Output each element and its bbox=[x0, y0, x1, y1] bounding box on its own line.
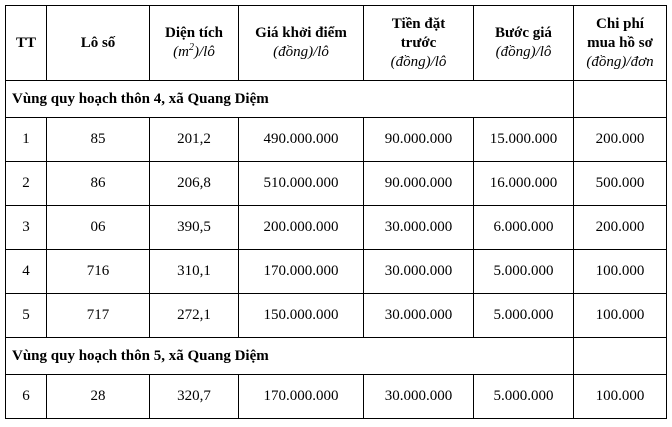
cell-document-fee: 200.000 bbox=[574, 206, 667, 250]
header-row bbox=[6, 6, 667, 81]
header-lot: Lô số bbox=[47, 6, 150, 81]
cell-area: 320,7 bbox=[150, 375, 239, 419]
cell-document-fee: 100.000 bbox=[574, 294, 667, 338]
table-row bbox=[6, 206, 667, 250]
header-fee-title-1: Chi phí bbox=[596, 15, 644, 32]
cell-lot-number: 716 bbox=[47, 250, 150, 294]
header-area-unit: $(m^2)/lô$ bbox=[173, 42, 215, 60]
cell-document-fee: 100.000 bbox=[574, 375, 667, 419]
cell-deposit: 30.000.000 bbox=[364, 206, 474, 250]
header-step bbox=[474, 6, 574, 81]
table-row bbox=[6, 162, 667, 206]
header-step-title: Bước giá bbox=[495, 25, 552, 41]
cell-tt: 2 bbox=[6, 162, 47, 206]
table-row bbox=[6, 294, 667, 338]
header-deposit-unit: (đồng)/lô bbox=[390, 53, 447, 70]
header-start-price bbox=[239, 6, 364, 81]
section-title: Vùng quy hoạch thôn 5, xã Quang Diệm bbox=[6, 338, 574, 375]
cell-deposit: 30.000.000 bbox=[364, 375, 474, 419]
cell-price-step: 5.000.000 bbox=[474, 250, 574, 294]
cell-document-fee: 200.000 bbox=[574, 118, 667, 162]
cell-document-fee: 100.000 bbox=[574, 250, 667, 294]
cell-area: 201,2 bbox=[150, 118, 239, 162]
header-start-price-title: Giá khởi điểm bbox=[255, 25, 347, 41]
cell-price-step: 5.000.000 bbox=[474, 294, 574, 338]
cell-document-fee: 500.000 bbox=[574, 162, 667, 206]
header-deposit-title-1: Tiền đặt bbox=[391, 15, 446, 32]
auction-lot-table bbox=[5, 5, 667, 419]
cell-tt: 1 bbox=[6, 118, 47, 162]
cell-start-price: 510.000.000 bbox=[239, 162, 364, 206]
cell-deposit: 30.000.000 bbox=[364, 250, 474, 294]
section-row bbox=[6, 338, 667, 375]
section-empty-cell bbox=[574, 81, 667, 118]
cell-deposit: 90.000.000 bbox=[364, 162, 474, 206]
section-title: Vùng quy hoạch thôn 4, xã Quang Diệm bbox=[6, 81, 574, 118]
header-area-title: Diện tích bbox=[165, 25, 223, 41]
header-start-price-unit: (đồng)/lô bbox=[273, 44, 329, 60]
cell-tt: 3 bbox=[6, 206, 47, 250]
cell-lot-number: 85 bbox=[47, 118, 150, 162]
cell-start-price: 490.000.000 bbox=[239, 118, 364, 162]
section-row bbox=[6, 81, 667, 118]
header-deposit-title-2: trước bbox=[400, 34, 437, 51]
cell-price-step: 6.000.000 bbox=[474, 206, 574, 250]
cell-start-price: 150.000.000 bbox=[239, 294, 364, 338]
cell-area: 390,5 bbox=[150, 206, 239, 250]
cell-deposit: 90.000.000 bbox=[364, 118, 474, 162]
cell-start-price: 200.000.000 bbox=[239, 206, 364, 250]
cell-area: 272,1 bbox=[150, 294, 239, 338]
table-row bbox=[6, 250, 667, 294]
table-row bbox=[6, 118, 667, 162]
cell-tt: 6 bbox=[6, 375, 47, 419]
cell-lot-number: 28 bbox=[47, 375, 150, 419]
cell-tt: 4 bbox=[6, 250, 47, 294]
header-step-unit: (đồng)/lô bbox=[495, 44, 552, 60]
cell-lot-number: 06 bbox=[47, 206, 150, 250]
section-empty-cell bbox=[574, 338, 667, 375]
cell-lot-number: 86 bbox=[47, 162, 150, 206]
header-fee-unit: (đồng)/đơn bbox=[586, 53, 654, 70]
header-deposit bbox=[364, 6, 474, 81]
cell-start-price: 170.000.000 bbox=[239, 250, 364, 294]
cell-deposit: 30.000.000 bbox=[364, 294, 474, 338]
header-tt: TT bbox=[6, 6, 47, 81]
cell-area: 206,8 bbox=[150, 162, 239, 206]
header-fee-title-2: mua hồ sơ bbox=[587, 34, 653, 51]
cell-price-step: 5.000.000 bbox=[474, 375, 574, 419]
table-row bbox=[6, 375, 667, 419]
cell-start-price: 170.000.000 bbox=[239, 375, 364, 419]
cell-area: 310,1 bbox=[150, 250, 239, 294]
header-fee bbox=[574, 6, 667, 81]
cell-tt: 5 bbox=[6, 294, 47, 338]
header-area bbox=[150, 6, 239, 81]
cell-price-step: 16.000.000 bbox=[474, 162, 574, 206]
cell-lot-number: 717 bbox=[47, 294, 150, 338]
cell-price-step: 15.000.000 bbox=[474, 118, 574, 162]
